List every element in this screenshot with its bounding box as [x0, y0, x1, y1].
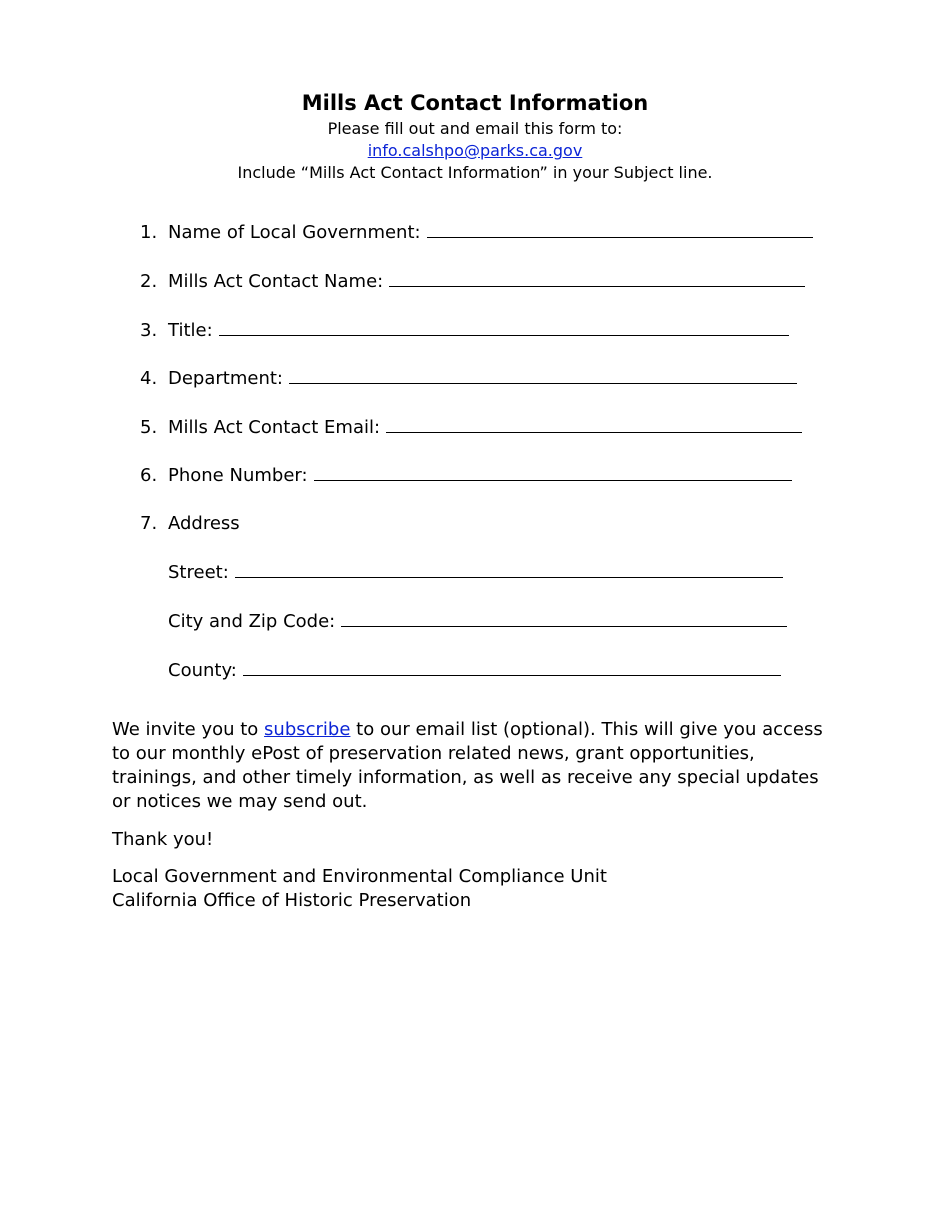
contact-email-line[interactable] [386, 415, 802, 433]
invite-text-end: to our email list (optional). This will give you access to our monthly ePost of preservation related news, grant opportunities, trainings, and other timely information, as well as receive any special updates or notices we may send out. [112, 719, 823, 812]
field-number: 3. [140, 320, 158, 341]
local-government-line[interactable] [427, 220, 813, 238]
field-label: City and Zip Code: [168, 611, 336, 632]
department-line[interactable] [289, 366, 797, 384]
field-title [140, 318, 789, 343]
instruction-text: Please fill out and email this form to: [327, 119, 623, 138]
field-label: County: [168, 660, 237, 681]
field-number: 1. [140, 222, 158, 243]
invite-paragraph [112, 718, 842, 814]
city-zip-line[interactable] [341, 609, 787, 627]
field-street [168, 560, 783, 585]
field-number: 7. [140, 513, 158, 534]
field-number: 5. [140, 417, 158, 438]
office-name: California Office of Historic Preservation [112, 890, 472, 911]
county-line[interactable] [243, 658, 781, 676]
contact-name-line[interactable] [389, 269, 805, 287]
field-number: 2. [140, 271, 158, 292]
field-number: 4. [140, 368, 158, 389]
field-label: Department: [168, 368, 283, 389]
field-phone [140, 463, 792, 488]
field-city-zip [168, 609, 787, 634]
field-label: Title: [168, 320, 213, 341]
thank-you-text: Thank you! [112, 829, 214, 850]
subject-note: Include “Mills Act Contact Information” in your Subject line. [237, 163, 713, 182]
field-county [168, 658, 781, 683]
unit-name: Local Government and Environmental Compliance Unit [112, 866, 607, 887]
invite-text-start: We invite you to [112, 719, 265, 740]
email-link[interactable]: info.calshpo@parks.ca.gov [367, 141, 583, 160]
field-label: Street: [168, 562, 229, 583]
field-number: 6. [140, 465, 158, 486]
field-label: Mills Act Contact Name: [168, 271, 384, 292]
field-contact-name [140, 269, 805, 294]
title-line[interactable] [219, 318, 789, 336]
form-header [0, 88, 950, 184]
field-label: Phone Number: [168, 465, 308, 486]
signature-block [112, 865, 842, 913]
field-label: Address [168, 513, 240, 534]
street-line[interactable] [235, 560, 783, 578]
field-contact-email [140, 415, 802, 440]
subscribe-link[interactable]: subscribe [264, 719, 351, 740]
field-local-government [140, 220, 813, 245]
phone-line[interactable] [314, 463, 792, 481]
field-address [140, 512, 240, 536]
page-title: Mills Act Contact Information [301, 91, 649, 115]
field-label: Mills Act Contact Email: [168, 417, 381, 438]
field-department [140, 366, 797, 391]
field-label: Name of Local Government: [168, 222, 421, 243]
